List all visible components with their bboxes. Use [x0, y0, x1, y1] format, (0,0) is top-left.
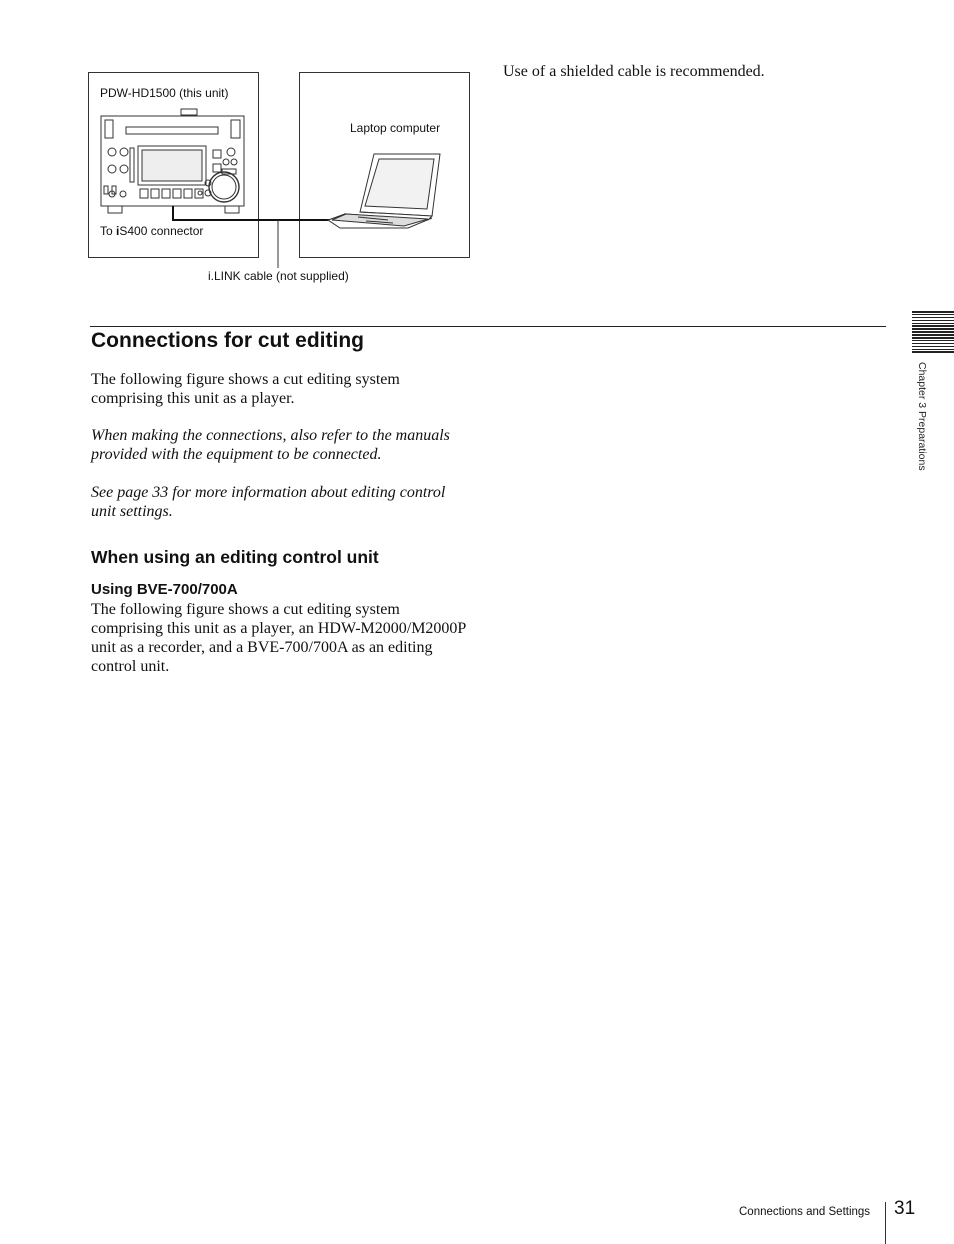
- unit-label: PDW-HD1500 (this unit): [100, 86, 229, 100]
- deck-unit-illustration: [101, 109, 244, 213]
- connector-prefix: To: [100, 224, 117, 238]
- connection-diagram: [88, 72, 478, 282]
- subsubsection-title: Using BVE-700/700A: [91, 581, 238, 598]
- note-line: provided with the equipment to be connected.: [91, 446, 382, 463]
- section-intro: [91, 370, 400, 408]
- section-rule: [90, 326, 886, 327]
- note-line: See page 33 for more information about editing control: [91, 484, 446, 501]
- connector-suffix: S400 connector: [119, 224, 204, 238]
- footer-section-label: Connections and Settings: [739, 1206, 871, 1218]
- chapter-tab-label: Chapter 3 Preparations: [916, 362, 928, 471]
- laptop-illustration: [328, 154, 440, 228]
- body-line: unit as a recorder, and a BVE-700/700A as an editing: [91, 639, 433, 656]
- cable-label: i.LINK cable (not supplied): [208, 269, 349, 283]
- footer-divider: [885, 1202, 886, 1244]
- intro-line: The following figure shows a cut editing system: [91, 371, 400, 388]
- subsection-body: [91, 600, 466, 676]
- body-line: The following figure shows a cut editing system: [91, 601, 400, 618]
- body-line: comprising this unit as a player, an HDW-M2000/M2000P: [91, 620, 467, 637]
- ilink-cable: [173, 206, 346, 220]
- settings-reference-note: [91, 483, 445, 521]
- note-line: When making the connections, also refer to the manuals: [91, 427, 450, 444]
- note-line: unit settings.: [91, 503, 173, 520]
- laptop-label: Laptop computer: [350, 121, 441, 135]
- page-number: 31: [894, 1198, 916, 1219]
- intro-line: comprising this unit as a player.: [91, 390, 295, 407]
- shielded-cable-note: Use of a shielded cable is recommended.: [503, 63, 765, 80]
- section-title: Connections for cut editing: [91, 329, 364, 352]
- ilink-icon: i: [116, 224, 120, 238]
- chapter-tab-marker: [912, 311, 954, 355]
- connection-note: [91, 426, 450, 464]
- subsection-title: When using an editing control unit: [91, 547, 379, 567]
- body-line: control unit.: [91, 658, 170, 675]
